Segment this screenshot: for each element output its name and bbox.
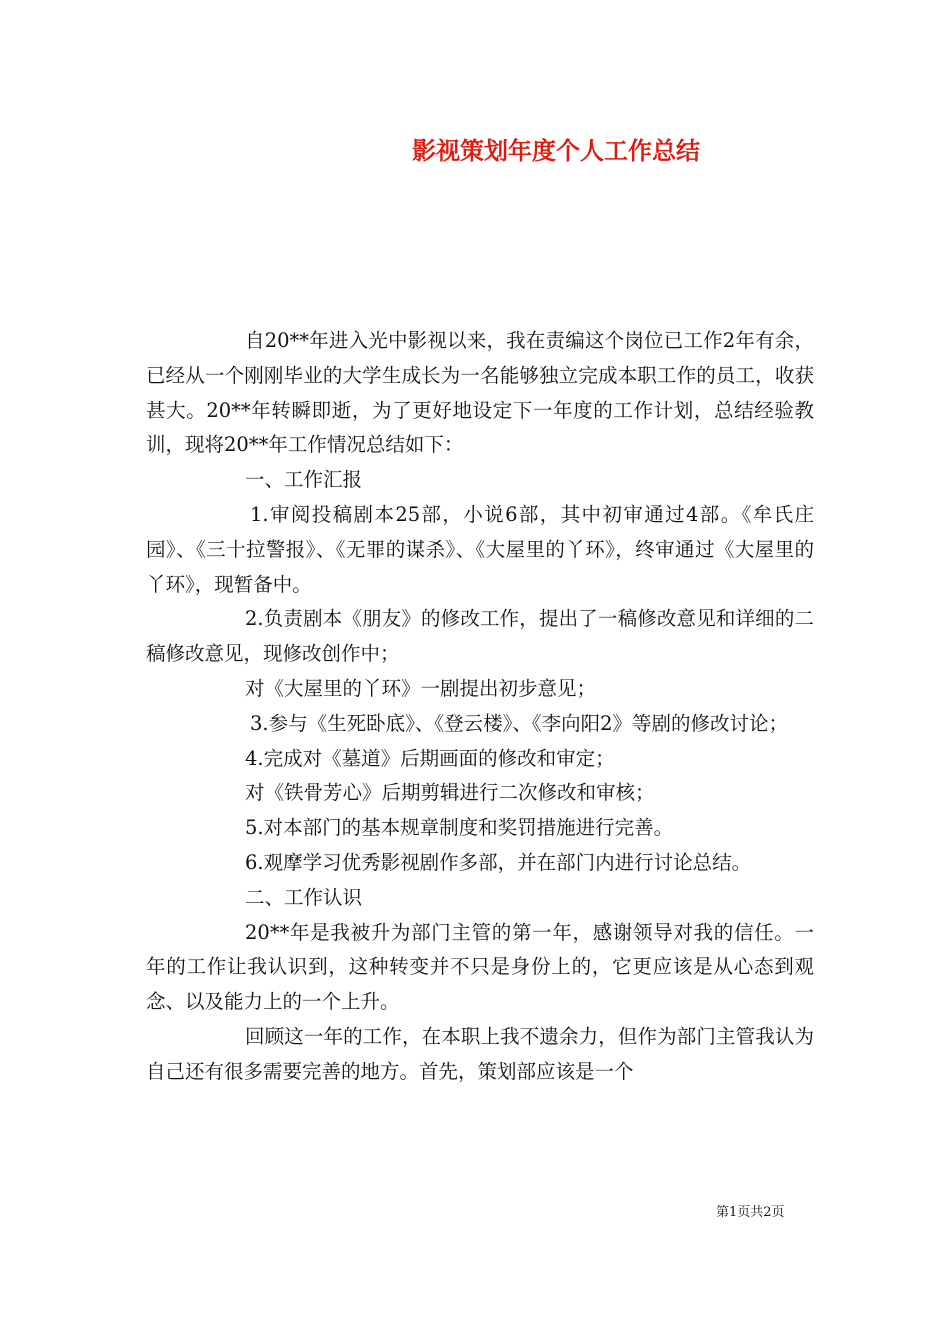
document-title: 影视策划年度个人工作总结 xyxy=(412,136,700,165)
paragraph-item-3: 3.参与《生死卧底》、《登云楼》、《李向阳2》等剧的修改讨论； xyxy=(250,711,789,735)
paragraph-understanding: 20**年是我被升为部门主管的第一年，感谢领导对我的信任。一年的工作让我认识到，这种转变并不只是身份上的，它更应该是从心态到观念、以及能力上的一个上升。 xyxy=(146,920,814,1014)
paragraph-item-4-note: 对《铁骨芳心》后期剪辑进行二次修改和审核； xyxy=(245,781,655,805)
paragraph-item-2: 2.负责剧本《朋友》的修改工作，提出了一稿修改意见和详细的二稿修改意见，现修改创作中； xyxy=(146,607,814,666)
document-body xyxy=(146,324,814,1090)
paragraph-item-6: 6.观摩学习优秀影视剧作多部，并在部门内进行讨论总结。 xyxy=(245,850,752,874)
paragraph-item-4: 4.完成对《墓道》后期画面的修改和审定； xyxy=(245,746,615,770)
paragraph-intro: 自20**年进入光中影视以来，我在责编这个岗位已工作2年有余，已经从一个刚刚毕业的大学生成长为一名能够独立完成本职工作的员工，收获甚大。20**年转瞬即逝，为了更好地设定下一年度的工作计划，总结经验教训，现将20**年工作情况总结如下： xyxy=(146,329,814,457)
paragraph-item-2-note: 对《大屋里的丫环》一剧提出初步意见； xyxy=(245,676,597,700)
paragraph-review: 回顾这一年的工作，在本职上我不遗余力，但作为部门主管我认为自己还有很多需要完善的地方。首先，策划部应该是一个 xyxy=(146,1024,814,1083)
paragraph-item-5: 5.对本部门的基本规章制度和奖罚措施进行完善。 xyxy=(245,816,674,840)
section-heading-work-report: 一、工作汇报 xyxy=(245,468,363,492)
section-heading-work-understanding: 二、工作认识 xyxy=(245,885,363,909)
page-number: 第1页共2页 xyxy=(716,1205,785,1220)
paragraph-item-1: 1.审阅投稿剧本25部，小说6部，其中初审通过4部。《牟氏庄园》、《三十拉警报》、《无罪的谋杀》、《大屋里的丫环》，终审通过《大屋里的丫环》，现暂备中。 xyxy=(146,502,814,596)
